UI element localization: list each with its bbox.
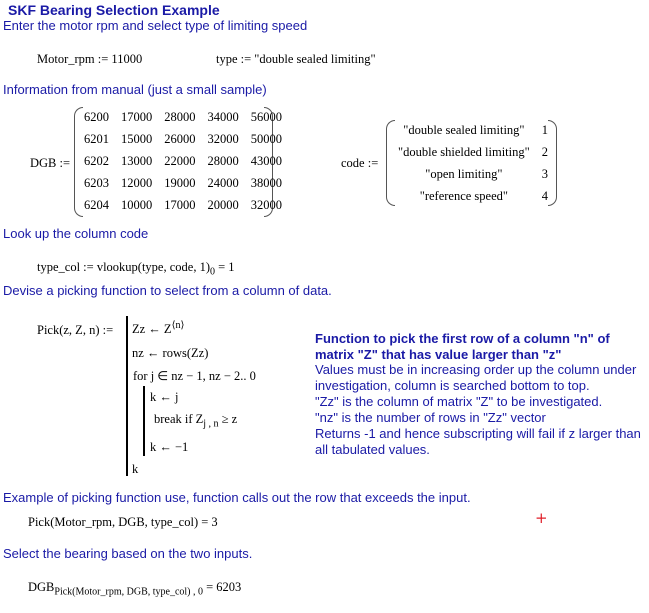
prog-line5-cond: ≥ z xyxy=(218,412,238,426)
dgb-label: DGB := xyxy=(30,156,71,170)
crosshair-cursor-icon: + xyxy=(535,509,548,527)
devise-label: Devise a picking function to select from a column of data. xyxy=(3,283,332,298)
prog-line1-text: Zz ← Z xyxy=(132,322,172,337)
type-definition[interactable]: type := "double sealed limiting" xyxy=(216,52,376,66)
prog-line3[interactable]: for j ∈ nz − 1, nz − 2.. 0 xyxy=(133,369,256,383)
dgb-cell: 17000 xyxy=(121,109,153,124)
select-label: Select the bearing based on the two inputs. xyxy=(3,546,253,561)
pick-example[interactable]: Pick(Motor_rpm, DGB, type_col) = 3 xyxy=(28,515,218,529)
prog-line5-text: break if Z xyxy=(154,412,204,426)
final-main: DGB xyxy=(28,580,55,594)
dgb-cell: 13000 xyxy=(121,153,153,168)
comment-line: Values must be in increasing order up the column under xyxy=(315,362,637,377)
prog-line1[interactable] xyxy=(132,320,184,337)
prog-line1-sup: ⟨n⟩ xyxy=(171,320,185,331)
dgb-cell: 38000 xyxy=(250,175,282,190)
dgb-cell: 6202 xyxy=(84,153,109,168)
dgb-row xyxy=(78,150,288,172)
comment-line: Returns -1 and hence subscripting will fail if z larger than xyxy=(315,426,641,441)
final-expression[interactable] xyxy=(28,580,241,598)
prog-line2[interactable]: nz ← rows(Zz) xyxy=(132,346,209,360)
code-name-cell: "double shielded limiting" xyxy=(398,144,530,159)
code-row xyxy=(392,163,554,185)
code-label: code := xyxy=(341,156,379,170)
dgb-cell: 12000 xyxy=(121,175,153,190)
dgb-matrix[interactable] xyxy=(78,106,288,216)
program-bar-outer xyxy=(126,316,128,476)
code-name-cell: "reference speed" xyxy=(419,188,508,203)
code-number-cell: 2 xyxy=(541,144,548,159)
code-name-cell: "open limiting" xyxy=(425,166,503,181)
comment-heading-1: Function to pick the first row of a column "n" of xyxy=(315,331,610,346)
comment-line: "nz" is the number of rows in "Zz" vector xyxy=(315,410,546,425)
dgb-cell: 6204 xyxy=(84,197,109,212)
code-number-cell: 4 xyxy=(541,188,548,203)
dgb-cell: 15000 xyxy=(121,131,153,146)
code-name-cell: "double sealed limiting" xyxy=(403,122,525,137)
prog-line5[interactable] xyxy=(154,412,237,430)
lookup-label: Look up the column code xyxy=(3,226,149,241)
dgb-cell: 28000 xyxy=(207,153,239,168)
program-bar-inner xyxy=(143,386,145,456)
dgb-cell: 43000 xyxy=(250,153,282,168)
code-number-cell: 3 xyxy=(541,166,548,181)
page-title: SKF Bearing Selection Example xyxy=(8,2,220,18)
info-label: Information from manual (just a small sample) xyxy=(3,82,267,97)
type-col-expression[interactable] xyxy=(37,260,235,278)
type-col-result: = 1 xyxy=(214,260,235,274)
dgb-cell: 19000 xyxy=(164,175,196,190)
dgb-cell: 22000 xyxy=(164,153,196,168)
dgb-cell: 32000 xyxy=(250,197,282,212)
dgb-row xyxy=(78,194,288,216)
code-row xyxy=(392,119,554,141)
comment-line: "Zz" is the column of matrix "Z" to be investigated. xyxy=(315,394,603,409)
final-subscript: Pick(Motor_rpm, DGB, type_col) , 0 xyxy=(54,586,203,598)
dgb-cell: 32000 xyxy=(207,131,239,146)
code-matrix[interactable] xyxy=(392,119,554,207)
dgb-cell: 34000 xyxy=(207,109,239,124)
dgb-cell: 6200 xyxy=(84,109,109,124)
code-row xyxy=(392,141,554,163)
code-number-cell: 1 xyxy=(541,122,548,137)
dgb-cell: 28000 xyxy=(164,109,196,124)
dgb-row xyxy=(78,172,288,194)
prog-line6[interactable]: k ← −1 xyxy=(150,440,189,454)
prog-line5-sub: j , n xyxy=(203,418,219,430)
comment-heading-2: matrix "Z" that has value larger than "z" xyxy=(315,347,562,362)
example-label: Example of picking function use, function calls out the row that exceeds the input. xyxy=(3,490,471,505)
dgb-cell: 20000 xyxy=(207,197,239,212)
prog-line7[interactable]: k xyxy=(132,462,139,476)
dgb-cell: 6201 xyxy=(84,131,109,146)
dgb-cell: 50000 xyxy=(250,131,282,146)
final-result: = 6203 xyxy=(203,580,242,594)
comment-line: all tabulated values. xyxy=(315,442,430,457)
dgb-cell: 26000 xyxy=(164,131,196,146)
comment-body xyxy=(315,362,641,458)
dgb-cell: 17000 xyxy=(164,197,196,212)
pick-definition[interactable]: Pick(z, Z, n) := xyxy=(37,323,114,337)
comment-line: investigation, column is searched bottom to top. xyxy=(315,378,590,393)
intro-text: Enter the motor rpm and select type of limiting speed xyxy=(3,18,308,33)
dgb-cell: 24000 xyxy=(207,175,239,190)
dgb-cell: 6203 xyxy=(84,175,109,190)
motor-rpm-definition[interactable]: Motor_rpm := 11000 xyxy=(37,52,143,66)
dgb-cell: 56000 xyxy=(250,109,282,124)
type-col-main: type_col := vlookup(type, code, 1) xyxy=(37,260,210,274)
dgb-row xyxy=(78,128,288,150)
prog-line4[interactable]: k ← j xyxy=(150,390,179,404)
type-col-subscript: 0 xyxy=(209,266,215,278)
dgb-row xyxy=(78,106,288,128)
code-row xyxy=(392,185,554,207)
dgb-cell: 10000 xyxy=(121,197,153,212)
